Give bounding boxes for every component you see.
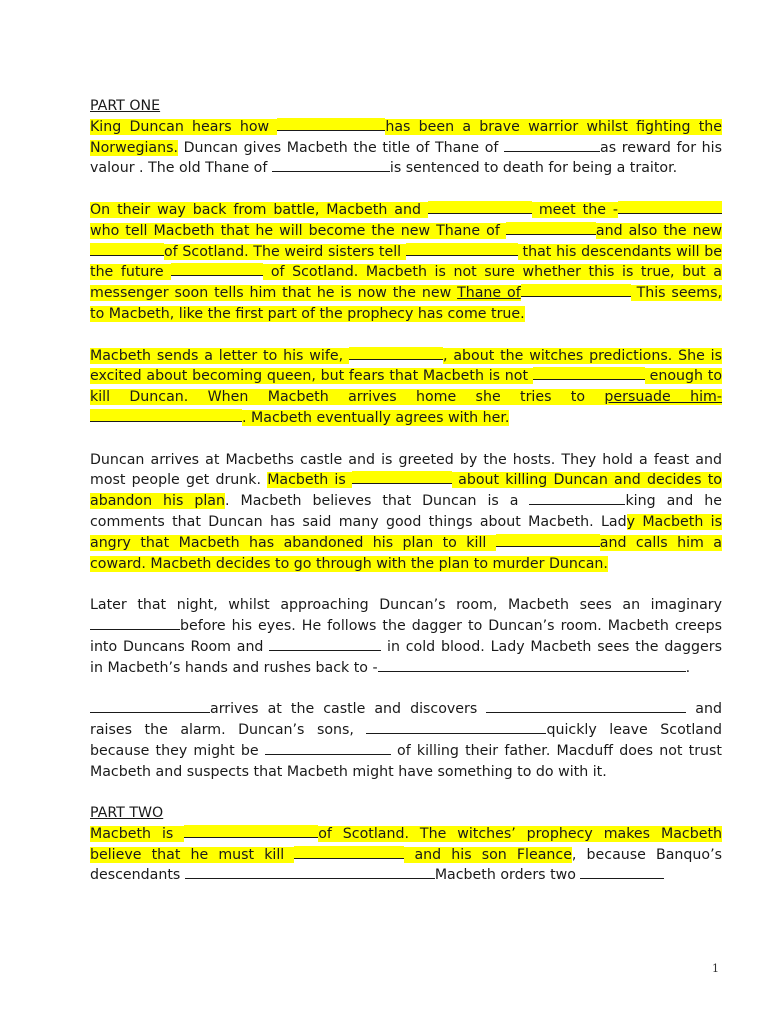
text-segment: arrives at the castle and discovers: [210, 701, 487, 718]
part-two-heading: PART TWO: [90, 805, 164, 822]
fill-blank[interactable]: [272, 159, 390, 172]
fill-blank[interactable]: [184, 825, 318, 838]
text-segment: of Scotland. The witches’ prophecy makes Macbeth believe that he must kill: [90, 825, 722, 863]
text-segment: enough to kill Duncan. When Macbeth arrives home she tries to: [90, 368, 722, 406]
text-segment: King Duncan hears how: [90, 118, 278, 135]
text-segment: On their way back from battle, Macbeth and: [90, 201, 428, 218]
fill-blank[interactable]: [504, 139, 600, 152]
text-segment: Duncan gives Macbeth the title of Thane of: [178, 139, 505, 156]
fill-blank[interactable]: [352, 471, 452, 484]
fill-blank[interactable]: [90, 617, 180, 630]
text-segment: and also the new: [595, 222, 722, 239]
paragraph-part-one-6: [90, 699, 722, 782]
text-segment: Macbeth orders two: [434, 867, 581, 884]
fill-blank[interactable]: [406, 243, 518, 256]
fill-blank[interactable]: [580, 866, 664, 879]
text-segment: king and he comments that Duncan has said many good things about Macbeth. Lad: [90, 493, 722, 530]
text-segment: .: [685, 659, 691, 676]
text-segment: is sentenced to death for being a traitor.: [389, 160, 678, 177]
text-segment: of Scotland. The weird sisters tell: [164, 243, 406, 260]
fill-blank[interactable]: [366, 721, 546, 734]
fill-blank[interactable]: [90, 243, 164, 256]
fill-blank[interactable]: [533, 367, 645, 380]
fill-blank[interactable]: [349, 347, 443, 360]
fill-blank[interactable]: [171, 263, 263, 276]
fill-blank[interactable]: [428, 201, 532, 214]
paragraph-part-two-1: [90, 824, 722, 886]
text-segment: meet the -: [531, 201, 618, 218]
text-segment: . Macbeth eventually agrees with her.: [242, 409, 510, 426]
paragraph-part-one-2: [90, 200, 722, 325]
text-segment: , about the witches predictions. She is excited about becoming queen, but fears that Macbeth is not: [90, 347, 722, 385]
fill-blank[interactable]: [269, 638, 381, 651]
paragraph-part-one-1: [90, 117, 722, 179]
text-segment-underlined: persuade him-: [604, 389, 723, 406]
fill-blank[interactable]: [618, 201, 722, 214]
fill-blank[interactable]: [486, 700, 686, 713]
paragraph-part-one-4: [90, 450, 722, 575]
text-segment: about killing Duncan and decides to abandon his plan: [90, 472, 722, 510]
text-segment: , because Banquo’s descendants: [90, 846, 722, 884]
page-number: 1: [712, 962, 719, 975]
text-segment: Macbeth sends a letter to his wife,: [90, 347, 349, 364]
text-segment: who tell Macbeth that he will become the new Thane of: [90, 222, 506, 239]
fill-blank[interactable]: [506, 222, 596, 235]
text-segment: Macbeth is: [90, 825, 185, 842]
text-segment: and calls him a coward. Macbeth decides to go through with the plan to murder Duncan.: [90, 534, 722, 572]
text-segment: before his eyes. He follows the dagger to Duncan’s room. Macbeth creeps into Duncans Room and: [90, 617, 722, 655]
fill-blank[interactable]: [277, 118, 385, 131]
fill-blank[interactable]: [90, 700, 210, 713]
text-segment: has been a brave warrior whilst fighting the Norwegians.: [90, 118, 723, 156]
fill-blank[interactable]: [90, 409, 242, 422]
text-segment: as reward for his valour . The old Thane of: [90, 139, 722, 177]
text-segment: that his descendants will be the future: [90, 243, 722, 281]
text-segment: of Scotland. Macbeth is not sure whether this is true, but a messenger soon tells him that he is now the new: [90, 264, 722, 302]
text-segment: . Macbeth believes that Duncan is a: [224, 493, 530, 510]
paragraph-part-one-3: [90, 346, 722, 429]
text-segment: Duncan arrives at Macbeths castle and is greeted by the hosts. They hold a feast and most people get drunk.: [90, 451, 722, 489]
fill-blank[interactable]: [521, 284, 631, 297]
text-segment: quickly leave Scotland because they might be: [90, 721, 722, 759]
fill-blank[interactable]: [529, 492, 625, 505]
text-segment: This seems, to Macbeth, like the first part of the prophecy has come true.: [90, 285, 722, 322]
text-segment: Later that night, whilst approaching Duncan’s room, Macbeth sees an imaginary: [90, 597, 722, 614]
text-segment: y Macbeth is angry that Macbeth has abandoned his plan to kill: [90, 513, 722, 551]
fill-blank[interactable]: [496, 534, 600, 547]
paragraph-part-one-5: [90, 595, 722, 678]
fill-blank[interactable]: [265, 742, 391, 755]
text-segment: and his son Fleance: [404, 846, 572, 863]
part-one-heading: PART ONE: [90, 98, 161, 114]
worksheet-page: [90, 96, 722, 907]
fill-blank[interactable]: [378, 659, 686, 672]
text-segment-underlined: Thane of: [457, 285, 521, 302]
text-segment: and raises the alarm. Duncan’s sons,: [90, 701, 723, 738]
fill-blank[interactable]: [294, 846, 404, 859]
text-segment: of killing their father. Macduff does not trust Macbeth and suspects that Macbeth might have something to do with it.: [90, 742, 722, 780]
fill-blank[interactable]: [185, 866, 435, 879]
text-segment: in cold blood. Lady Macbeth sees the daggers in Macbeth’s hands and rushes back to -: [90, 638, 722, 676]
text-segment: Macbeth is: [267, 472, 352, 489]
